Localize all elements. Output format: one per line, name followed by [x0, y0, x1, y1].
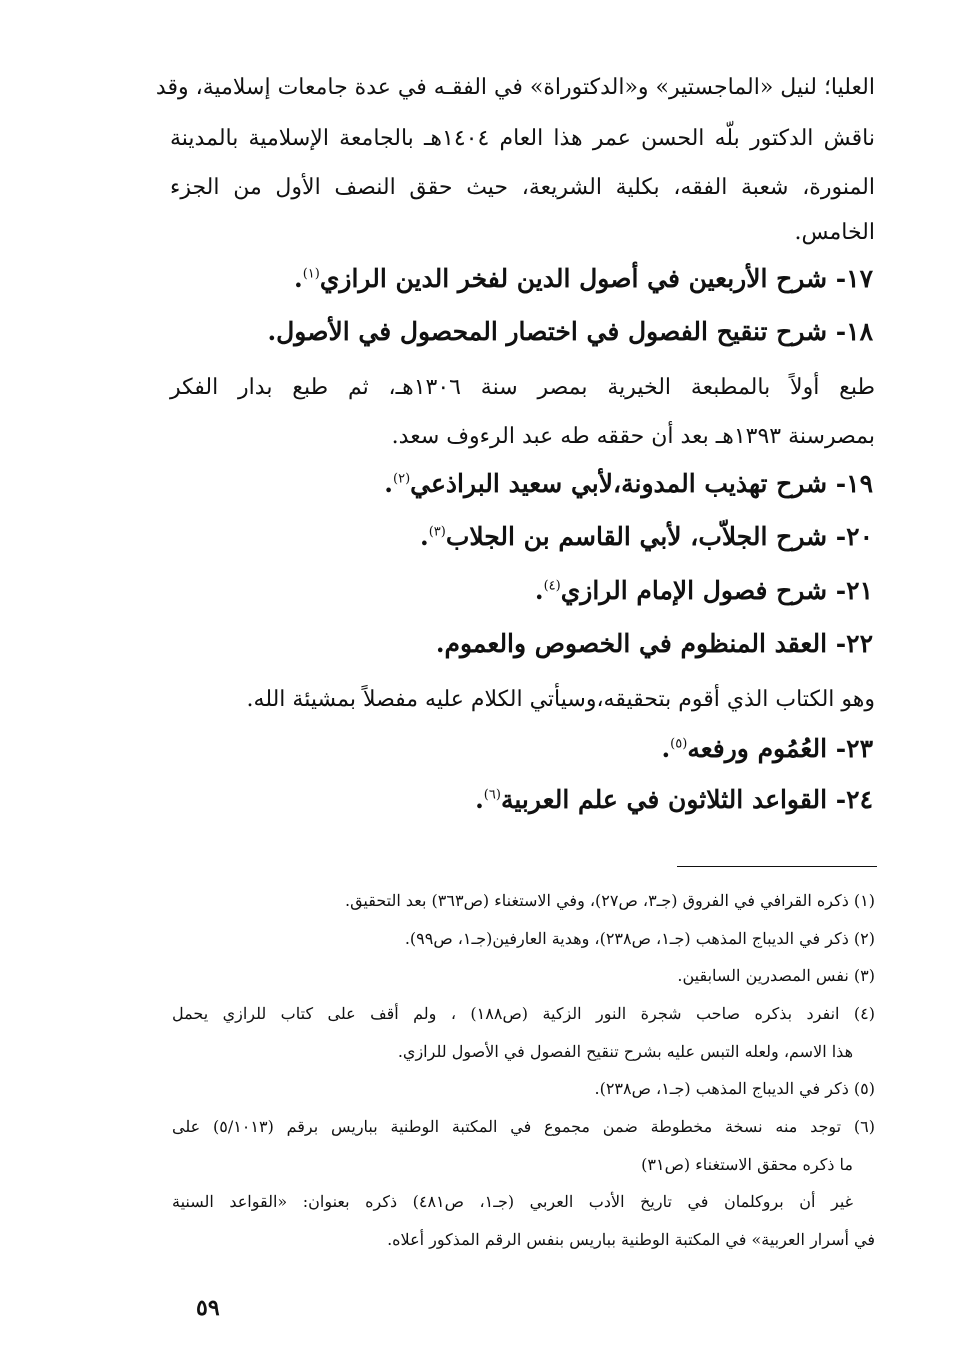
item-22: ٢٢- العقد المنظوم في الخصوص والعموم.	[435, 629, 873, 658]
item-23	[661, 734, 873, 763]
footnote-3: (٣) نفس المصدرين السابقين.	[677, 966, 875, 985]
footnote-4-line-1: (٤) انفرد بذكره صاحب شجرة النور الزكية (ص١٨٨) ، ولم أقف على كتاب للرازي يحمل	[172, 1004, 876, 1023]
footnote-4-line-2: هذا الاسم، ولعله التبس عليه بشرح تنقيح الفصول في الأصول للرازي.	[397, 1042, 853, 1061]
item-21-text: ٢١- شرح فصول الإمام الرازي	[560, 576, 873, 605]
item-18-desc-line-1: طبع أولاً بالمطبعة الخيرية بمصر سنة ١٣٠٦هـ، ثم طبع بدار الفكر	[170, 375, 875, 400]
footnote-5: (٥) ذكر في الديباج المذهب (جـ١، ص٢٣٨).	[594, 1079, 875, 1098]
item-23-note: (٥)	[670, 736, 688, 752]
footnote-2: (٢) ذكر في الديباج المذهب (جـ١، ص٢٣٨)، وهدية العارفين(جـ١، ص٩٩).	[404, 929, 875, 948]
item-21-end: .	[534, 576, 544, 605]
item-18: ١٨- شرح تنقيح الفصول في اختصار المحصول في الأصول.	[267, 317, 873, 346]
intro-line-4: الخامس.	[794, 220, 875, 245]
footnote-6-line-3: غير أن بروكلمان في تاريخ الأدب العربي (جـ١، ص٤٨١) ذكره بعنوان: «القواعد السنية	[172, 1192, 854, 1211]
footnote-1: (١) ذكره القرافي في الفروق (جـ٣، ص٢٧)، وفي الاستغناء (ص٣٦٣) بعد التحقيق.	[344, 891, 875, 910]
item-17-end: .	[293, 264, 303, 293]
footnote-6-line-1: (٦) توجد منه نسخة مخطوطة ضمن مجموع في المكتبة الوطنية بباريس برقم (٥/١٠١٣) على	[172, 1117, 876, 1136]
footnote-6-line-4: في أسرار العربية» في المكتبة الوطنية بباريس بنفس الرقم المذكور أعلاه.	[387, 1230, 875, 1249]
intro-line-3: المنورة، شعبة الفقه، بكلية الشريعة، حيث حقق النصف الأول من الجزء	[170, 175, 875, 200]
item-19-end: .	[384, 469, 393, 498]
item-17	[294, 264, 873, 293]
item-24	[475, 785, 873, 814]
item-24-note: (٦)	[483, 787, 501, 803]
page-number: ٥٩	[196, 1295, 220, 1321]
item-18-desc-line-2: بمصرسنة ١٣٩٣هـ بعد أن حققه طه عبد الرءوف سعد.	[391, 424, 875, 449]
item-23-end: .	[661, 734, 671, 763]
item-19-note: (٢)	[393, 471, 411, 487]
item-21	[535, 576, 873, 605]
intro-line-1: العليا؛ لنيل «الماجستير» و«الدكتوراة» في الفقـه في عدة جامعات إسلامية، وقد	[155, 75, 875, 100]
item-19	[384, 469, 873, 498]
intro-line-2: ناقش الدكتور بلّه الحسن عمر هذا العام ١٤٠٤هـ بالجامعة الإسلامية بالمدينة	[170, 126, 875, 151]
item-20	[420, 522, 873, 551]
item-24-text: ٢٤- القواعد الثلاثون في علم العربية	[500, 785, 873, 814]
footnote-separator	[677, 866, 877, 867]
item-21-note: (٤)	[543, 578, 561, 594]
item-17-text: ١٧- شرح الأربعين في أصول الدين لفخر الدين الرازي	[319, 264, 873, 293]
item-24-end: .	[475, 785, 484, 814]
footnote-6-line-2: ما ذكره محقق الاستغناء (ص٣١)	[641, 1155, 853, 1174]
item-19-text: ١٩- شرح تهذيب المدونة،لأبي سعيد البراذعي	[410, 469, 873, 498]
item-20-text: ٢٠- شرح الجلاّب، لأبي القاسم بن الجلاب	[445, 522, 873, 551]
item-20-note: (٣)	[428, 524, 446, 540]
item-23-text: ٢٣- العُمُوم ورفعه	[687, 734, 873, 763]
item-20-end: .	[419, 522, 429, 551]
item-22-desc: وهو الكتاب الذي أقوم بتحقيقه،وسيأتي الكلام عليه مفصلاً بمشيئة الله.	[246, 687, 875, 712]
item-17-note: (١)	[302, 266, 320, 282]
